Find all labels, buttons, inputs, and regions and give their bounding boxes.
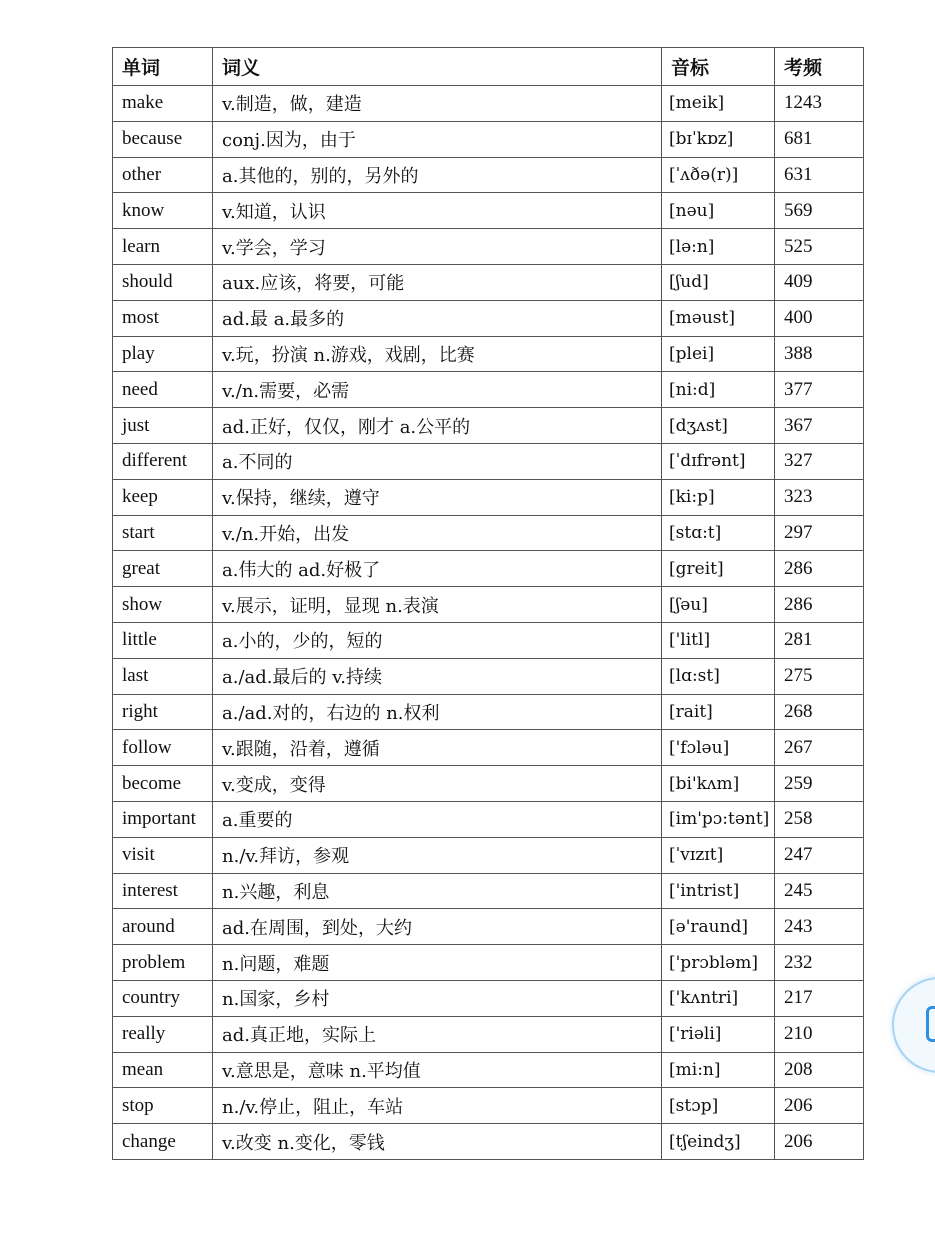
word-cell: important bbox=[113, 801, 213, 837]
meaning-cell: v.玩，扮演 n.游戏，戏剧，比赛 bbox=[213, 336, 662, 372]
frequency-cell: 286 bbox=[775, 551, 864, 587]
meaning-cell: a./ad.对的，右边的 n.权利 bbox=[213, 694, 662, 730]
meaning-cell: v.展示，证明，显现 n.表演 bbox=[213, 587, 662, 623]
meaning-cell: ad.正好，仅仅，刚才 a.公平的 bbox=[213, 408, 662, 444]
frequency-cell: 267 bbox=[775, 730, 864, 766]
meaning-cell: v.知道，认识 bbox=[213, 193, 662, 229]
frequency-cell: 1243 bbox=[775, 86, 864, 122]
word-cell: visit bbox=[113, 837, 213, 873]
table-row bbox=[113, 515, 864, 551]
phonetic-cell: [ˈvɪzɪt] bbox=[662, 837, 775, 873]
phonetic-cell: [dʒʌst] bbox=[662, 408, 775, 444]
frequency-cell: 206 bbox=[775, 1088, 864, 1124]
phonetic-cell: [lɑ:st] bbox=[662, 658, 775, 694]
table-row bbox=[113, 408, 864, 444]
phonetic-cell: ['kʌntri] bbox=[662, 980, 775, 1016]
word-cell: country bbox=[113, 980, 213, 1016]
phonetic-cell: [im'pɔ:tənt] bbox=[662, 801, 775, 837]
word-cell: show bbox=[113, 587, 213, 623]
phonetic-cell: [məust] bbox=[662, 300, 775, 336]
word-cell: mean bbox=[113, 1052, 213, 1088]
meaning-cell: ad.在周围，到处，大约 bbox=[213, 909, 662, 945]
phonetic-cell: [ni:d] bbox=[662, 372, 775, 408]
frequency-cell: 243 bbox=[775, 909, 864, 945]
meaning-cell: n./v.停止，阻止，车站 bbox=[213, 1088, 662, 1124]
frequency-cell: 232 bbox=[775, 945, 864, 981]
frequency-cell: 681 bbox=[775, 121, 864, 157]
meaning-cell: n./v.拜访，参观 bbox=[213, 837, 662, 873]
meaning-cell: a.不同的 bbox=[213, 443, 662, 479]
meaning-cell: v.改变 n.变化，零钱 bbox=[213, 1124, 662, 1160]
meaning-cell: v.学会，学习 bbox=[213, 229, 662, 265]
frequency-cell: 217 bbox=[775, 980, 864, 1016]
word-cell: different bbox=[113, 443, 213, 479]
header-word: 单词 bbox=[113, 48, 213, 86]
frequency-cell: 367 bbox=[775, 408, 864, 444]
word-cell: should bbox=[113, 264, 213, 300]
meaning-cell: v./n.需要，必需 bbox=[213, 372, 662, 408]
table-row bbox=[113, 1088, 864, 1124]
word-cell: make bbox=[113, 86, 213, 122]
frequency-cell: 377 bbox=[775, 372, 864, 408]
floating-assistant-button[interactable] bbox=[892, 977, 935, 1073]
frequency-cell: 525 bbox=[775, 229, 864, 265]
frequency-cell: 409 bbox=[775, 264, 864, 300]
frequency-cell: 388 bbox=[775, 336, 864, 372]
table-row bbox=[113, 622, 864, 658]
table-row bbox=[113, 264, 864, 300]
word-cell: just bbox=[113, 408, 213, 444]
table-row bbox=[113, 766, 864, 802]
table-row bbox=[113, 909, 864, 945]
frequency-cell: 208 bbox=[775, 1052, 864, 1088]
phonetic-cell: [ə'raund] bbox=[662, 909, 775, 945]
meaning-cell: n.兴趣，利息 bbox=[213, 873, 662, 909]
phonetic-cell: [ki:p] bbox=[662, 479, 775, 515]
meaning-cell: ad.最 a.最多的 bbox=[213, 300, 662, 336]
word-cell: interest bbox=[113, 873, 213, 909]
meaning-cell: v./n.开始，出发 bbox=[213, 515, 662, 551]
word-cell: learn bbox=[113, 229, 213, 265]
word-cell: right bbox=[113, 694, 213, 730]
word-cell: great bbox=[113, 551, 213, 587]
word-cell: become bbox=[113, 766, 213, 802]
table-row bbox=[113, 157, 864, 193]
header-meaning: 词义 bbox=[213, 48, 662, 86]
phonetic-cell: [meik] bbox=[662, 86, 775, 122]
word-cell: start bbox=[113, 515, 213, 551]
frequency-cell: 245 bbox=[775, 873, 864, 909]
phonetic-cell: ['prɔbləm] bbox=[662, 945, 775, 981]
table-row bbox=[113, 551, 864, 587]
phone-icon bbox=[926, 1006, 935, 1042]
table-row bbox=[113, 945, 864, 981]
meaning-cell: a.其他的，别的，另外的 bbox=[213, 157, 662, 193]
word-cell: follow bbox=[113, 730, 213, 766]
vocabulary-table bbox=[112, 47, 864, 1160]
word-cell: know bbox=[113, 193, 213, 229]
phonetic-cell: [nəu] bbox=[662, 193, 775, 229]
phonetic-cell: [mi:n] bbox=[662, 1052, 775, 1088]
frequency-cell: 258 bbox=[775, 801, 864, 837]
meaning-cell: ad.真正地，实际上 bbox=[213, 1016, 662, 1052]
table-body bbox=[113, 86, 864, 1160]
word-cell: play bbox=[113, 336, 213, 372]
meaning-cell: a.小的，少的，短的 bbox=[213, 622, 662, 658]
meaning-cell: aux.应该，将要，可能 bbox=[213, 264, 662, 300]
frequency-cell: 297 bbox=[775, 515, 864, 551]
phonetic-cell: [bi'kʌm] bbox=[662, 766, 775, 802]
frequency-cell: 268 bbox=[775, 694, 864, 730]
frequency-cell: 259 bbox=[775, 766, 864, 802]
table-row bbox=[113, 372, 864, 408]
meaning-cell: conj.因为，由于 bbox=[213, 121, 662, 157]
phonetic-cell: [tʃeindʒ] bbox=[662, 1124, 775, 1160]
table-row bbox=[113, 658, 864, 694]
table-row bbox=[113, 801, 864, 837]
meaning-cell: v.跟随，沿着，遵循 bbox=[213, 730, 662, 766]
frequency-cell: 323 bbox=[775, 479, 864, 515]
phonetic-cell: ['fɔləu] bbox=[662, 730, 775, 766]
word-cell: around bbox=[113, 909, 213, 945]
phonetic-cell: [rait] bbox=[662, 694, 775, 730]
phonetic-cell: [ˈdɪfrənt] bbox=[662, 443, 775, 479]
word-cell: keep bbox=[113, 479, 213, 515]
meaning-cell: v.意思是，意味 n.平均值 bbox=[213, 1052, 662, 1088]
meaning-cell: n.国家，乡村 bbox=[213, 980, 662, 1016]
phonetic-cell: ['riəli] bbox=[662, 1016, 775, 1052]
frequency-cell: 210 bbox=[775, 1016, 864, 1052]
meaning-cell: n.问题，难题 bbox=[213, 945, 662, 981]
table-row bbox=[113, 86, 864, 122]
frequency-cell: 327 bbox=[775, 443, 864, 479]
frequency-cell: 286 bbox=[775, 587, 864, 623]
meaning-cell: v.保持，继续，遵守 bbox=[213, 479, 662, 515]
word-cell: stop bbox=[113, 1088, 213, 1124]
word-cell: change bbox=[113, 1124, 213, 1160]
table-row bbox=[113, 300, 864, 336]
word-cell: problem bbox=[113, 945, 213, 981]
table-row bbox=[113, 229, 864, 265]
header-frequency: 考频 bbox=[775, 48, 864, 86]
table-row bbox=[113, 121, 864, 157]
table-row bbox=[113, 873, 864, 909]
table-row bbox=[113, 837, 864, 873]
table-row bbox=[113, 479, 864, 515]
word-cell: little bbox=[113, 622, 213, 658]
frequency-cell: 206 bbox=[775, 1124, 864, 1160]
phonetic-cell: [bɪˈkɒz] bbox=[662, 121, 775, 157]
phonetic-cell: [greit] bbox=[662, 551, 775, 587]
frequency-cell: 247 bbox=[775, 837, 864, 873]
frequency-cell: 275 bbox=[775, 658, 864, 694]
phonetic-cell: ['intrist] bbox=[662, 873, 775, 909]
frequency-cell: 631 bbox=[775, 157, 864, 193]
word-cell: because bbox=[113, 121, 213, 157]
phonetic-cell: [ʃəu] bbox=[662, 587, 775, 623]
word-cell: need bbox=[113, 372, 213, 408]
word-cell: other bbox=[113, 157, 213, 193]
word-cell: really bbox=[113, 1016, 213, 1052]
table-row bbox=[113, 443, 864, 479]
meaning-cell: a./ad.最后的 v.持续 bbox=[213, 658, 662, 694]
phonetic-cell: [lə:n] bbox=[662, 229, 775, 265]
table-header-row bbox=[113, 48, 864, 86]
meaning-cell: a.伟大的 ad.好极了 bbox=[213, 551, 662, 587]
frequency-cell: 281 bbox=[775, 622, 864, 658]
table-row bbox=[113, 694, 864, 730]
table-row bbox=[113, 1052, 864, 1088]
phonetic-cell: [plei] bbox=[662, 336, 775, 372]
table-row bbox=[113, 980, 864, 1016]
meaning-cell: v.制造，做，建造 bbox=[213, 86, 662, 122]
frequency-cell: 400 bbox=[775, 300, 864, 336]
phonetic-cell: [ˈʌðə(r)] bbox=[662, 157, 775, 193]
word-cell: last bbox=[113, 658, 213, 694]
table-row bbox=[113, 193, 864, 229]
table-row bbox=[113, 336, 864, 372]
frequency-cell: 569 bbox=[775, 193, 864, 229]
table-row bbox=[113, 730, 864, 766]
meaning-cell: a.重要的 bbox=[213, 801, 662, 837]
meaning-cell: v.变成，变得 bbox=[213, 766, 662, 802]
header-phonetic: 音标 bbox=[662, 48, 775, 86]
phonetic-cell: [stɑ:t] bbox=[662, 515, 775, 551]
table-row bbox=[113, 1124, 864, 1160]
phonetic-cell: [stɔp] bbox=[662, 1088, 775, 1124]
table-row bbox=[113, 587, 864, 623]
phonetic-cell: ['litl] bbox=[662, 622, 775, 658]
phonetic-cell: [ʃud] bbox=[662, 264, 775, 300]
table-row bbox=[113, 1016, 864, 1052]
word-cell: most bbox=[113, 300, 213, 336]
